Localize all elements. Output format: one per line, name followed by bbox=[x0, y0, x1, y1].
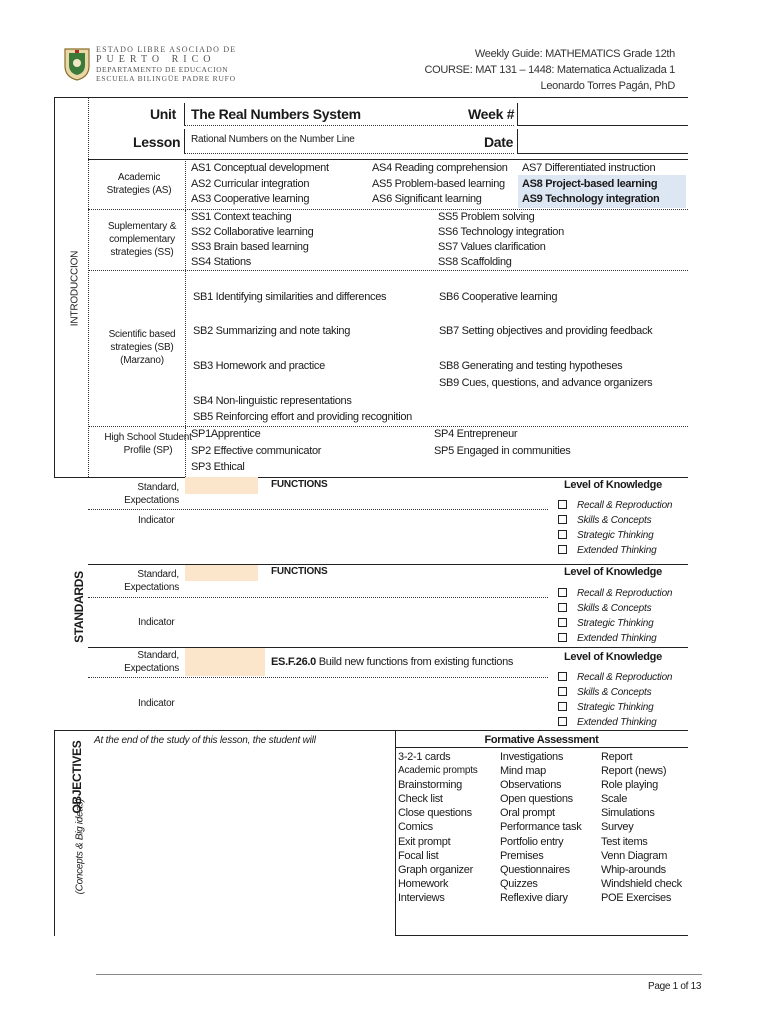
as-item-8: AS8 Project-based learning bbox=[522, 178, 658, 190]
ss-item-4: SS4 Stations bbox=[191, 256, 251, 268]
checkbox-icon[interactable] bbox=[558, 687, 567, 696]
guide-line-1: Weekly Guide: MATHEMATICS Grade 12th bbox=[474, 48, 675, 60]
knowledge-item-strategic-2[interactable]: Strategic Thinking bbox=[558, 618, 653, 629]
formative-item: Reflexive diary bbox=[500, 891, 568, 904]
formative-col-3 bbox=[601, 750, 682, 905]
checkbox-icon[interactable] bbox=[558, 545, 567, 554]
formative-item: Performance task bbox=[500, 821, 582, 834]
formative-item: Graph organizer bbox=[398, 863, 473, 876]
guide-line-2: COURSE: MAT 131 – 1448: Matematica Actualizada 1 bbox=[424, 64, 675, 76]
unit-value: The Real Numbers System bbox=[191, 106, 361, 122]
lok-label-3: Level of Knowledge bbox=[564, 651, 662, 663]
intro-side-label: INTRODUCCION bbox=[69, 250, 81, 327]
sb-label: Scientific based strategies (SB) (Marzano) bbox=[108, 329, 176, 366]
as-item-3: AS3 Cooperative learning bbox=[191, 193, 310, 205]
objectives-side-label-b: OBJECTIVES bbox=[70, 740, 84, 814]
formative-item: Close questions bbox=[398, 807, 472, 820]
formative-title: Formative Assessment bbox=[484, 734, 599, 746]
formative-item: Role playing bbox=[601, 779, 658, 792]
sb-item-4: SB4 Non-linguistic representations bbox=[193, 395, 352, 407]
knowledge-item-recall-1[interactable]: Recall & Reproduction bbox=[558, 500, 672, 511]
as-item-2: AS2 Curricular integration bbox=[191, 178, 310, 190]
as-label: Academic Strategies (AS) bbox=[106, 172, 172, 196]
standard-code-box-2 bbox=[185, 565, 258, 581]
sp-item-5: SP5 Engaged in communities bbox=[434, 445, 571, 457]
logo-line-2: PUERTO RICO bbox=[96, 54, 216, 65]
formative-item: Investigations bbox=[500, 751, 564, 763]
formative-item: Interviews bbox=[398, 891, 445, 904]
formative-item: Oral prompt bbox=[500, 807, 555, 820]
formative-item: Quizzes bbox=[500, 877, 538, 890]
knowledge-item-strategic-3[interactable]: Strategic Thinking bbox=[558, 702, 653, 713]
formative-item: Brainstorming bbox=[398, 779, 462, 792]
formative-item: Simulations bbox=[601, 807, 655, 820]
week-label: Week # bbox=[468, 106, 515, 122]
standard-text-3 bbox=[271, 656, 513, 668]
formative-item: Survey bbox=[601, 821, 634, 834]
logo-line-4: ESCUELA BILINGÜE PADRE RUFO bbox=[96, 74, 236, 83]
lok-label-1: Level of Knowledge bbox=[564, 479, 662, 491]
formative-item: Windshield check bbox=[601, 877, 682, 890]
sb-item-2: SB2 Summarizing and note taking bbox=[193, 325, 351, 337]
objectives-intro: At the end of the study of this lesson, the student will bbox=[94, 735, 316, 746]
institution-block bbox=[96, 45, 296, 83]
knowledge-item-strategic-1[interactable]: Strategic Thinking bbox=[558, 530, 653, 541]
logo-line-1: ESTADO LIBRE ASOCIADO DE bbox=[96, 45, 237, 54]
sp-item-4: SP4 Entrepreneur bbox=[434, 428, 518, 440]
sb-item-3: SB3 Homework and practice bbox=[193, 360, 325, 372]
formative-item: Focal list bbox=[398, 849, 439, 862]
knowledge-item-skills-2[interactable]: Skills & Concepts bbox=[558, 603, 651, 614]
objectives-side-label-a: (Concepts & Big ideas) bbox=[74, 798, 86, 895]
checkbox-icon[interactable] bbox=[558, 530, 567, 539]
formative-item: Homework bbox=[398, 877, 449, 890]
as-item-7: AS7 Differentiated instruction bbox=[522, 162, 656, 174]
indicator-label-3: Indicator bbox=[138, 698, 175, 709]
sp-item-3: SP3 Ethical bbox=[191, 461, 245, 473]
formative-item: Report bbox=[601, 751, 633, 763]
sb-item-1: SB1 Identifying similarities and differences bbox=[193, 291, 387, 303]
formative-item: Observations bbox=[500, 779, 562, 792]
formative-item: Test items bbox=[601, 835, 648, 848]
formative-col-2 bbox=[500, 750, 581, 905]
sp-item-1: SP1Apprentice bbox=[191, 428, 261, 440]
standard-text-2: FUNCTIONS bbox=[271, 566, 328, 577]
formative-item: Scale bbox=[601, 793, 628, 806]
indicator-label-2: Indicator bbox=[138, 617, 175, 628]
ss-item-2: SS2 Collaborative learning bbox=[191, 226, 314, 238]
ss-item-5: SS5 Problem solving bbox=[438, 211, 535, 223]
as-item-9: AS9 Technology integration bbox=[522, 193, 660, 205]
footer-rule bbox=[96, 974, 702, 975]
date-label: Date bbox=[484, 134, 514, 150]
sp-item-2: SP2 Effective communicator bbox=[191, 445, 322, 457]
as-item-1: AS1 Conceptual development bbox=[191, 162, 329, 174]
knowledge-item-skills-3[interactable]: Skills & Concepts bbox=[558, 687, 651, 698]
knowledge-item-recall-3[interactable]: Recall & Reproduction bbox=[558, 672, 672, 683]
indicator-label-1: Indicator bbox=[138, 515, 175, 526]
checkbox-icon[interactable] bbox=[558, 603, 567, 612]
knowledge-item-extended-2[interactable]: Extended Thinking bbox=[558, 633, 656, 644]
page-number: Page 1 of 13 bbox=[648, 981, 702, 992]
sb-item-8: SB8 Generating and testing hypotheses bbox=[439, 360, 623, 372]
guide-line-3: Leonardo Torres Pagán, PhD bbox=[540, 80, 675, 92]
formative-item: Report (news) bbox=[601, 765, 667, 778]
standard-label-3: Standard, Expectations bbox=[124, 650, 179, 674]
as-item-4: AS4 Reading comprehension bbox=[372, 162, 508, 174]
formative-item: Venn Diagram bbox=[601, 849, 668, 862]
ss-item-1: SS1 Context teaching bbox=[191, 211, 292, 223]
formative-item: Whip-arounds bbox=[601, 863, 666, 876]
sb-item-9: SB9 Cues, questions, and advance organizers bbox=[439, 377, 653, 389]
formative-item: Portfolio entry bbox=[500, 835, 564, 848]
standard-label-2: Standard, Expectations bbox=[124, 569, 179, 593]
knowledge-item-skills-1[interactable]: Skills & Concepts bbox=[558, 515, 651, 526]
lok-label-2: Level of Knowledge bbox=[564, 566, 662, 578]
standard-code-box-3 bbox=[185, 648, 265, 676]
standard-code-3: ES.F.26.0 bbox=[271, 656, 316, 668]
standard-desc-3: Build new functions from existing functions bbox=[318, 656, 514, 668]
formative-item: Questionnaires bbox=[500, 863, 570, 876]
checkbox-icon[interactable] bbox=[558, 717, 567, 726]
lesson-value: Rational Numbers on the Number Line bbox=[191, 134, 355, 145]
ss-item-3: SS3 Brain based learning bbox=[191, 241, 309, 253]
seal-logo bbox=[62, 46, 92, 82]
ss-item-6: SS6 Technology integration bbox=[438, 226, 564, 238]
sp-label: High School Student Profile (SP) bbox=[104, 432, 192, 456]
checkbox-icon[interactable] bbox=[558, 500, 567, 509]
formative-item: Mind map bbox=[500, 765, 546, 778]
sb-item-5: SB5 Reinforcing effort and providing recognition bbox=[193, 411, 412, 423]
ss-item-8: SS8 Scaffolding bbox=[438, 256, 512, 268]
formative-item: Exit prompt bbox=[398, 835, 451, 848]
checkbox-icon[interactable] bbox=[558, 588, 567, 597]
guide-info bbox=[424, 46, 675, 94]
ss-item-7: SS7 Values clarification bbox=[438, 241, 546, 253]
formative-item: Check list bbox=[398, 793, 443, 806]
knowledge-item-recall-2[interactable]: Recall & Reproduction bbox=[558, 588, 672, 599]
standards-side-label: STANDARDS bbox=[72, 571, 86, 643]
as-item-5: AS5 Problem-based learning bbox=[372, 178, 505, 190]
formative-item: Open questions bbox=[500, 793, 573, 806]
formative-item: Comics bbox=[398, 821, 433, 834]
checkbox-icon[interactable] bbox=[558, 672, 567, 681]
formative-item: POE Exercises bbox=[601, 891, 672, 904]
standard-label-1: Standard, Expectations bbox=[124, 482, 179, 506]
knowledge-item-extended-3[interactable]: Extended Thinking bbox=[558, 717, 656, 728]
formative-item: Premises bbox=[500, 849, 544, 862]
checkbox-icon[interactable] bbox=[558, 618, 567, 627]
checkbox-icon[interactable] bbox=[558, 633, 567, 642]
as-item-6: AS6 Significant learning bbox=[372, 193, 482, 205]
sb-item-6: SB6 Cooperative learning bbox=[439, 291, 558, 303]
formative-col-1 bbox=[398, 750, 478, 905]
sb-item-7: SB7 Setting objectives and providing feedback bbox=[439, 325, 653, 337]
knowledge-item-extended-1[interactable]: Extended Thinking bbox=[558, 545, 656, 556]
standard-text-1: FUNCTIONS bbox=[271, 479, 328, 490]
formative-item: Academic prompts bbox=[398, 765, 478, 777]
formative-item: 3-2-1 cards bbox=[398, 751, 451, 763]
lesson-label: Lesson bbox=[133, 134, 181, 150]
standard-code-box-1 bbox=[185, 477, 258, 494]
ss-label: Suplementary & complementary strategies (SS) bbox=[107, 221, 177, 258]
logo-line-3: DEPARTAMENTO DE EDUCACION bbox=[96, 65, 229, 74]
checkbox-icon[interactable] bbox=[558, 702, 567, 711]
checkbox-icon[interactable] bbox=[558, 515, 567, 524]
unit-label: Unit bbox=[150, 106, 177, 122]
